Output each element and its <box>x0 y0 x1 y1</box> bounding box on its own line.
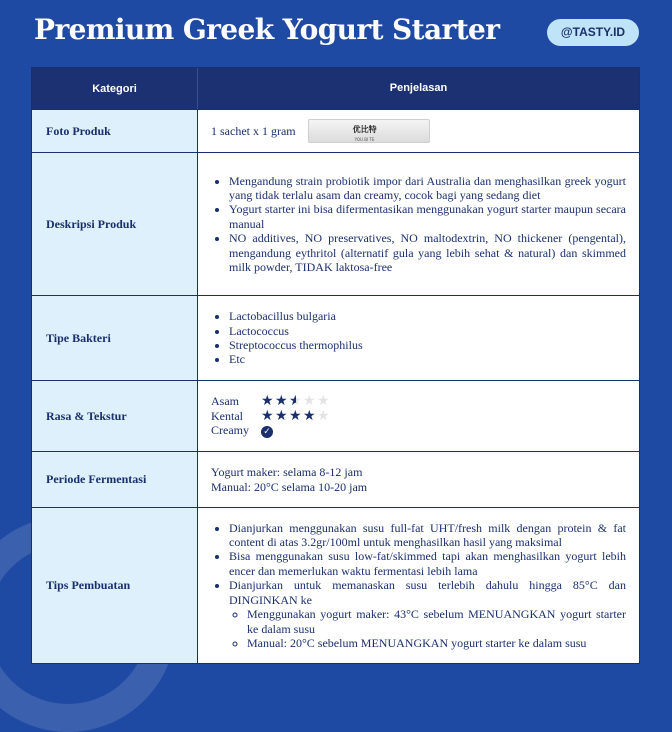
row-value <box>198 508 639 663</box>
star-icon: ★ <box>317 393 330 410</box>
star-icon: ★ <box>275 407 288 424</box>
row-value <box>198 452 639 507</box>
sachet-brand: 优比特 <box>352 125 377 134</box>
rating-creamy <box>211 423 626 438</box>
table-header-row <box>32 68 639 109</box>
rating-label: Asam <box>211 394 239 409</box>
star-icon: ★ <box>303 407 316 424</box>
list-item: • Lactococcus <box>229 324 626 338</box>
star-rating <box>261 409 331 423</box>
list-item: • Lactobacillus bulgaria <box>229 309 626 323</box>
list-item: • Bisa menggunakan susu low-fat/skimmed tapi akan menghasilkan yogurt lebih encer dan memerlukan waktu fermentasi lebih lama <box>229 549 626 578</box>
star-icon: ★ <box>261 393 274 410</box>
brand-badge: @TASTY.ID <box>547 19 639 46</box>
list-item: • Yogurt starter ini bisa difermentasikan menggunakan yogurt starter maupun secara manual <box>229 202 626 231</box>
star-icon: ★ <box>303 393 316 410</box>
star-icon: ★ <box>317 407 330 424</box>
star-icon: ★ <box>289 393 302 410</box>
sub-list-item: ◦ Manual: 20°C sebelum MENUANGKAN yogurt starter ke dalam susu <box>247 636 626 650</box>
list-item <box>229 578 626 650</box>
table-row-bakteri <box>32 295 639 380</box>
sachet-quantity: 1 sachet x 1 gram <box>211 123 296 138</box>
table-row-deskripsi <box>32 152 639 295</box>
product-photo <box>308 119 430 143</box>
sub-list-item: ◦ Menggunakan yogurt maker: 43°C sebelum MENUANGKAN yogurt starter ke dalam susu <box>247 607 626 636</box>
list-item: • Dianjurkan menggunakan susu full-fat UHT/fresh milk dengan protein & fat content di atas 3.2gr/100ml untuk menghasilkan hasil yang maksimal <box>229 521 626 550</box>
star-icon: ★ <box>289 407 302 424</box>
table-row-tips <box>32 507 639 663</box>
rating-kental <box>211 409 626 424</box>
header-penjelasan: Penjelasan <box>198 68 639 109</box>
star-icon: ★ <box>261 407 274 424</box>
category-label: Foto Produk <box>32 110 198 152</box>
list-item: • Etc <box>229 352 626 366</box>
category-label: Rasa & Tekstur <box>32 381 198 451</box>
rating-label: Kental <box>211 408 243 423</box>
table-row-foto <box>32 109 639 152</box>
table-row-rasa <box>32 380 639 451</box>
page-title: Premium Greek Yogurt Starter <box>34 13 500 46</box>
row-value <box>198 381 639 451</box>
list-item: • Streptococcus thermophilus <box>229 338 626 352</box>
category-label: Periode Fermentasi <box>32 452 198 507</box>
list-item: • NO additives, NO preservatives, NO maltodextrin, NO thickener (pengental), mengandung eythritol (alternatif gula yang lebih sehat & natural) dan skimmed milk powder, TIDAK laktosa-free <box>229 231 626 274</box>
category-label: Tipe Bakteri <box>32 296 198 380</box>
header-kategori: Kategori <box>32 68 198 109</box>
row-value <box>198 296 639 380</box>
info-table <box>31 67 640 664</box>
table-row-periode <box>32 451 639 507</box>
description-list <box>211 174 626 275</box>
rating-asam <box>211 394 626 409</box>
list-item: • Mengandung strain probiotik impor dari Australia dan menghasilkan greek yogurt yang tidak terlalu asam dan creamy, cocok bagi yang sedang diet <box>229 174 626 203</box>
tips-sublist <box>229 607 626 650</box>
star-icon: ★ <box>275 393 288 410</box>
list-item-text: Dianjurkan untuk memanaskan susu terlebih dahulu hingga 85°C dan DINGINKAN ke <box>229 578 626 607</box>
sachet-sub: YOU BI TE <box>354 137 375 142</box>
bacteria-list <box>211 309 626 367</box>
check-circle-icon: ✓ <box>261 426 273 438</box>
rating-label: Creamy <box>211 423 249 438</box>
row-value <box>198 153 639 295</box>
tips-list <box>211 521 626 651</box>
category-label: Tips Pembuatan <box>32 508 198 663</box>
row-value <box>198 110 639 152</box>
periode-line: Manual: 20°C selama 10-20 jam <box>211 479 368 494</box>
category-label: Deskripsi Produk <box>32 153 198 295</box>
star-rating <box>261 394 331 408</box>
periode-line: Yogurt maker: selama 8-12 jam <box>211 465 363 480</box>
